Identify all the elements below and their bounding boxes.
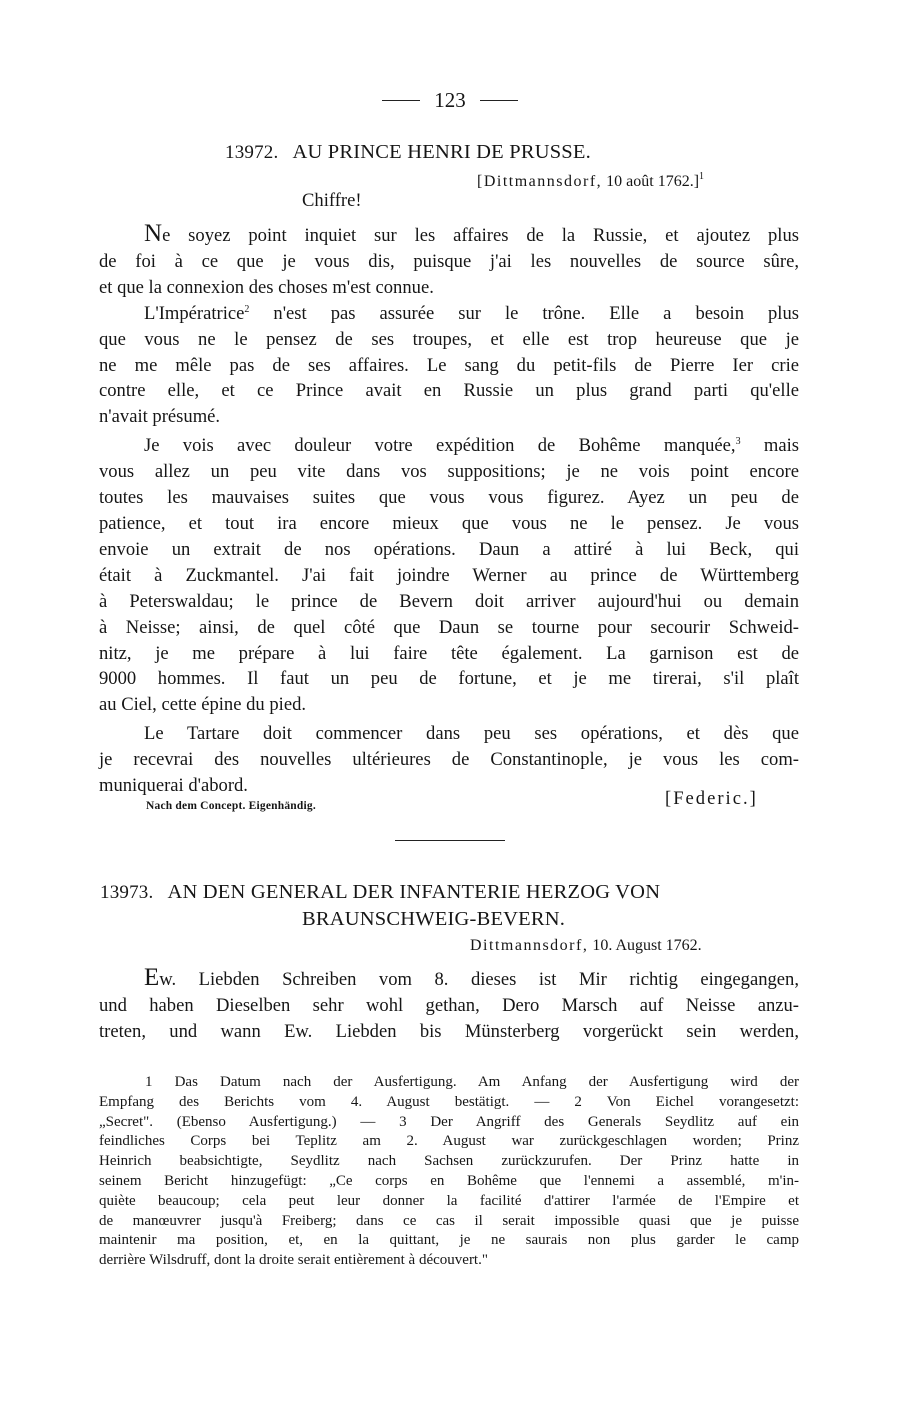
section-divider [395,840,505,841]
letter1-cipher-note: Chiffre! [302,190,362,211]
letter2-date: 10. August 1762. [592,937,702,954]
letter1-source-note: Nach dem Concept. Eigenhändig. [146,800,316,812]
letter1-p3-line: envoie un extrait de nos opérations. Daun a attiré à lui Beck, qui [99,538,799,560]
letter2-p1-l1: w. Liebden Schreiben vom 8. dieses ist Mir richtig eingegangen, [159,969,799,990]
letter1-p3-line: nitz, je me prépare à lui faire tête également. La garnison est de [99,642,799,664]
footnote-ref-1: 1 [699,171,705,182]
letter1-number: 13972. [225,142,279,163]
letter1-p3-line: toutes les mauvaises suites que vous vous figurez. Ayez un peu de [99,487,799,509]
letter2-heading [100,881,660,904]
letter1-p1-line: de foi à ce que je vous dis, puisque j'ai les nouvelles de source sûre, [99,250,799,272]
footnote-line: derrière Wilsdruff, dont la droite serait entièrement à découvert." [99,1252,488,1269]
letter1-place: [Dittmannsdorf, [477,173,603,190]
footnote-line: Heinrich beabsichtigte, Seydlitz nach Sachsen zurückzurufen. Der Prinz hatte in [99,1153,799,1170]
letter1-body [99,221,799,799]
letter2-title-line2: BRAUNSCHWEIG-BEVERN. [302,908,566,930]
page-number: 123 [434,88,466,112]
footnote-line: maintenir ma position, et, en la quittant, je ne saurais non plus garder le camp [99,1232,799,1249]
letter1-p4-line: Le Tartare doit commencer dans peu ses opérations, et dès que [144,723,799,745]
letter1-heading [225,141,591,164]
letter1-p4-line: muniquerai d'abord. [99,775,248,797]
footnotes [99,1073,799,1271]
letter1-p3-line: au Ciel, cette épine du pied. [99,694,307,716]
letter1-signature: [Federic.] [665,788,758,809]
letter2-number: 13973. [100,882,154,903]
footnote-ref-2: 2 [244,303,250,315]
letter1-p4-line: je recevrai des nouvelles ultérieures de Constantinople, je vous les com- [99,749,799,771]
text-run: Je vois avec douleur votre expédition de Bohême manquée, [144,435,736,457]
letter2-p1-line: und haben Dieselben sehr wohl gethan, Dero Marsch auf Neisse anzu- [99,994,799,1016]
text-run: mais [740,435,799,457]
page-number-row [0,88,900,113]
letter1-p3-line: était à Zuckmantel. J'ai fait joindre Werner au prince de Württemberg [99,564,799,586]
letter1-p2-line: contre elle, et ce Prince avait en Russie un plus grand parti qu'elle [99,380,799,402]
letter1-title: AU PRINCE HENRI DE PRUSSE. [292,141,591,163]
letter1-p1-line [99,221,799,249]
text-run: L'Impératrice [144,302,245,324]
footnote-line: feindliches Corps bei Teplitz am 2. August war zurückgeschlagen worden; Prinz [99,1133,799,1150]
dropcap: E [144,964,160,991]
page-number-dash-right [480,100,518,101]
letter1-p2-line: n'avait présumé. [99,406,221,428]
letter1-dateline [477,173,704,191]
letter2-dateline [470,937,702,955]
footnote-line: Empfang des Berichts vom 4. August bestätigt. — 2 Von Eichel vorangesetzt: [99,1093,799,1110]
letter2-title-line1: AN DEN GENERAL DER INFANTERIE HERZOG VON [167,881,661,903]
footnote-line: 1 Das Datum nach der Ausfertigung. Am Anfang der Ausfertigung wird der [145,1074,799,1090]
letter2-p1-line: treten, und wann Ew. Liebden bis Münsterberg vorgerückt sein werden, [99,1020,799,1042]
footnote-ref-3: 3 [735,436,741,448]
letter1-p2-line [99,301,799,327]
letter1-p2-line: ne me mêle pas de ses affaires. Le sang du petit-fils de Pierre Ier crie [99,354,799,376]
dropcap: N [144,220,163,247]
letter1-p3-line: vous allez un peu vite dans vos suppositions; je ne vois point encore [99,461,799,483]
letter1-p3-line: patience, et tout ira encore mieux que vous ne le pensez. Je vous [99,512,799,534]
footnote-line: „Secret". (Ebenso Ausfertigung.) — 3 Der Angriff des Generals Seydlitz auf ein [99,1113,799,1130]
page-number-dash-left [382,100,420,101]
letter1-p3-line: à Peterswaldau; le prince de Bevern doit arriver aujourd'hui ou demain [99,590,799,612]
footnote-line: quiète beaucoup; cela peut leur donner la facilité d'attirer l'armée de l'Empire et [99,1192,799,1209]
text-run: n'est pas assurée sur le trône. Elle a besoin plus [249,302,799,324]
letter2-p1-line [99,965,799,993]
letter1-p2-line: que vous ne le pensez de ses troupes, et elle est trop heureuse que je [99,328,799,350]
letter2-body [99,965,799,1045]
letter1-p3-line: à Neisse; ainsi, de quel côté que Daun se tourne pour secourir Schweid- [99,616,799,638]
letter1-date: 10 août 1762.] [606,173,700,190]
footnote-line: de manœuvrer jusqu'à Freiberg; dans ce cas il serait impossible quasi que je puisse [99,1212,799,1229]
letter2-place: Dittmannsdorf, [470,937,589,954]
letter1-p3-line: 9000 hommes. Il faut un peu de fortune, et je me tirerai, s'il plaît [99,668,799,690]
letter1-p1-line: et que la connexion des choses m'est connue. [99,276,434,298]
footnote-line: seinem Bericht hinzugefügt: „Ce corps en Bohême que l'ennemi a assemblé, m'in- [99,1172,799,1189]
letter1-p3-line [99,433,799,459]
letter1-p1-l1: e soyez point inquiet sur les affaires de la Russie, et ajoutez plus [162,225,799,246]
